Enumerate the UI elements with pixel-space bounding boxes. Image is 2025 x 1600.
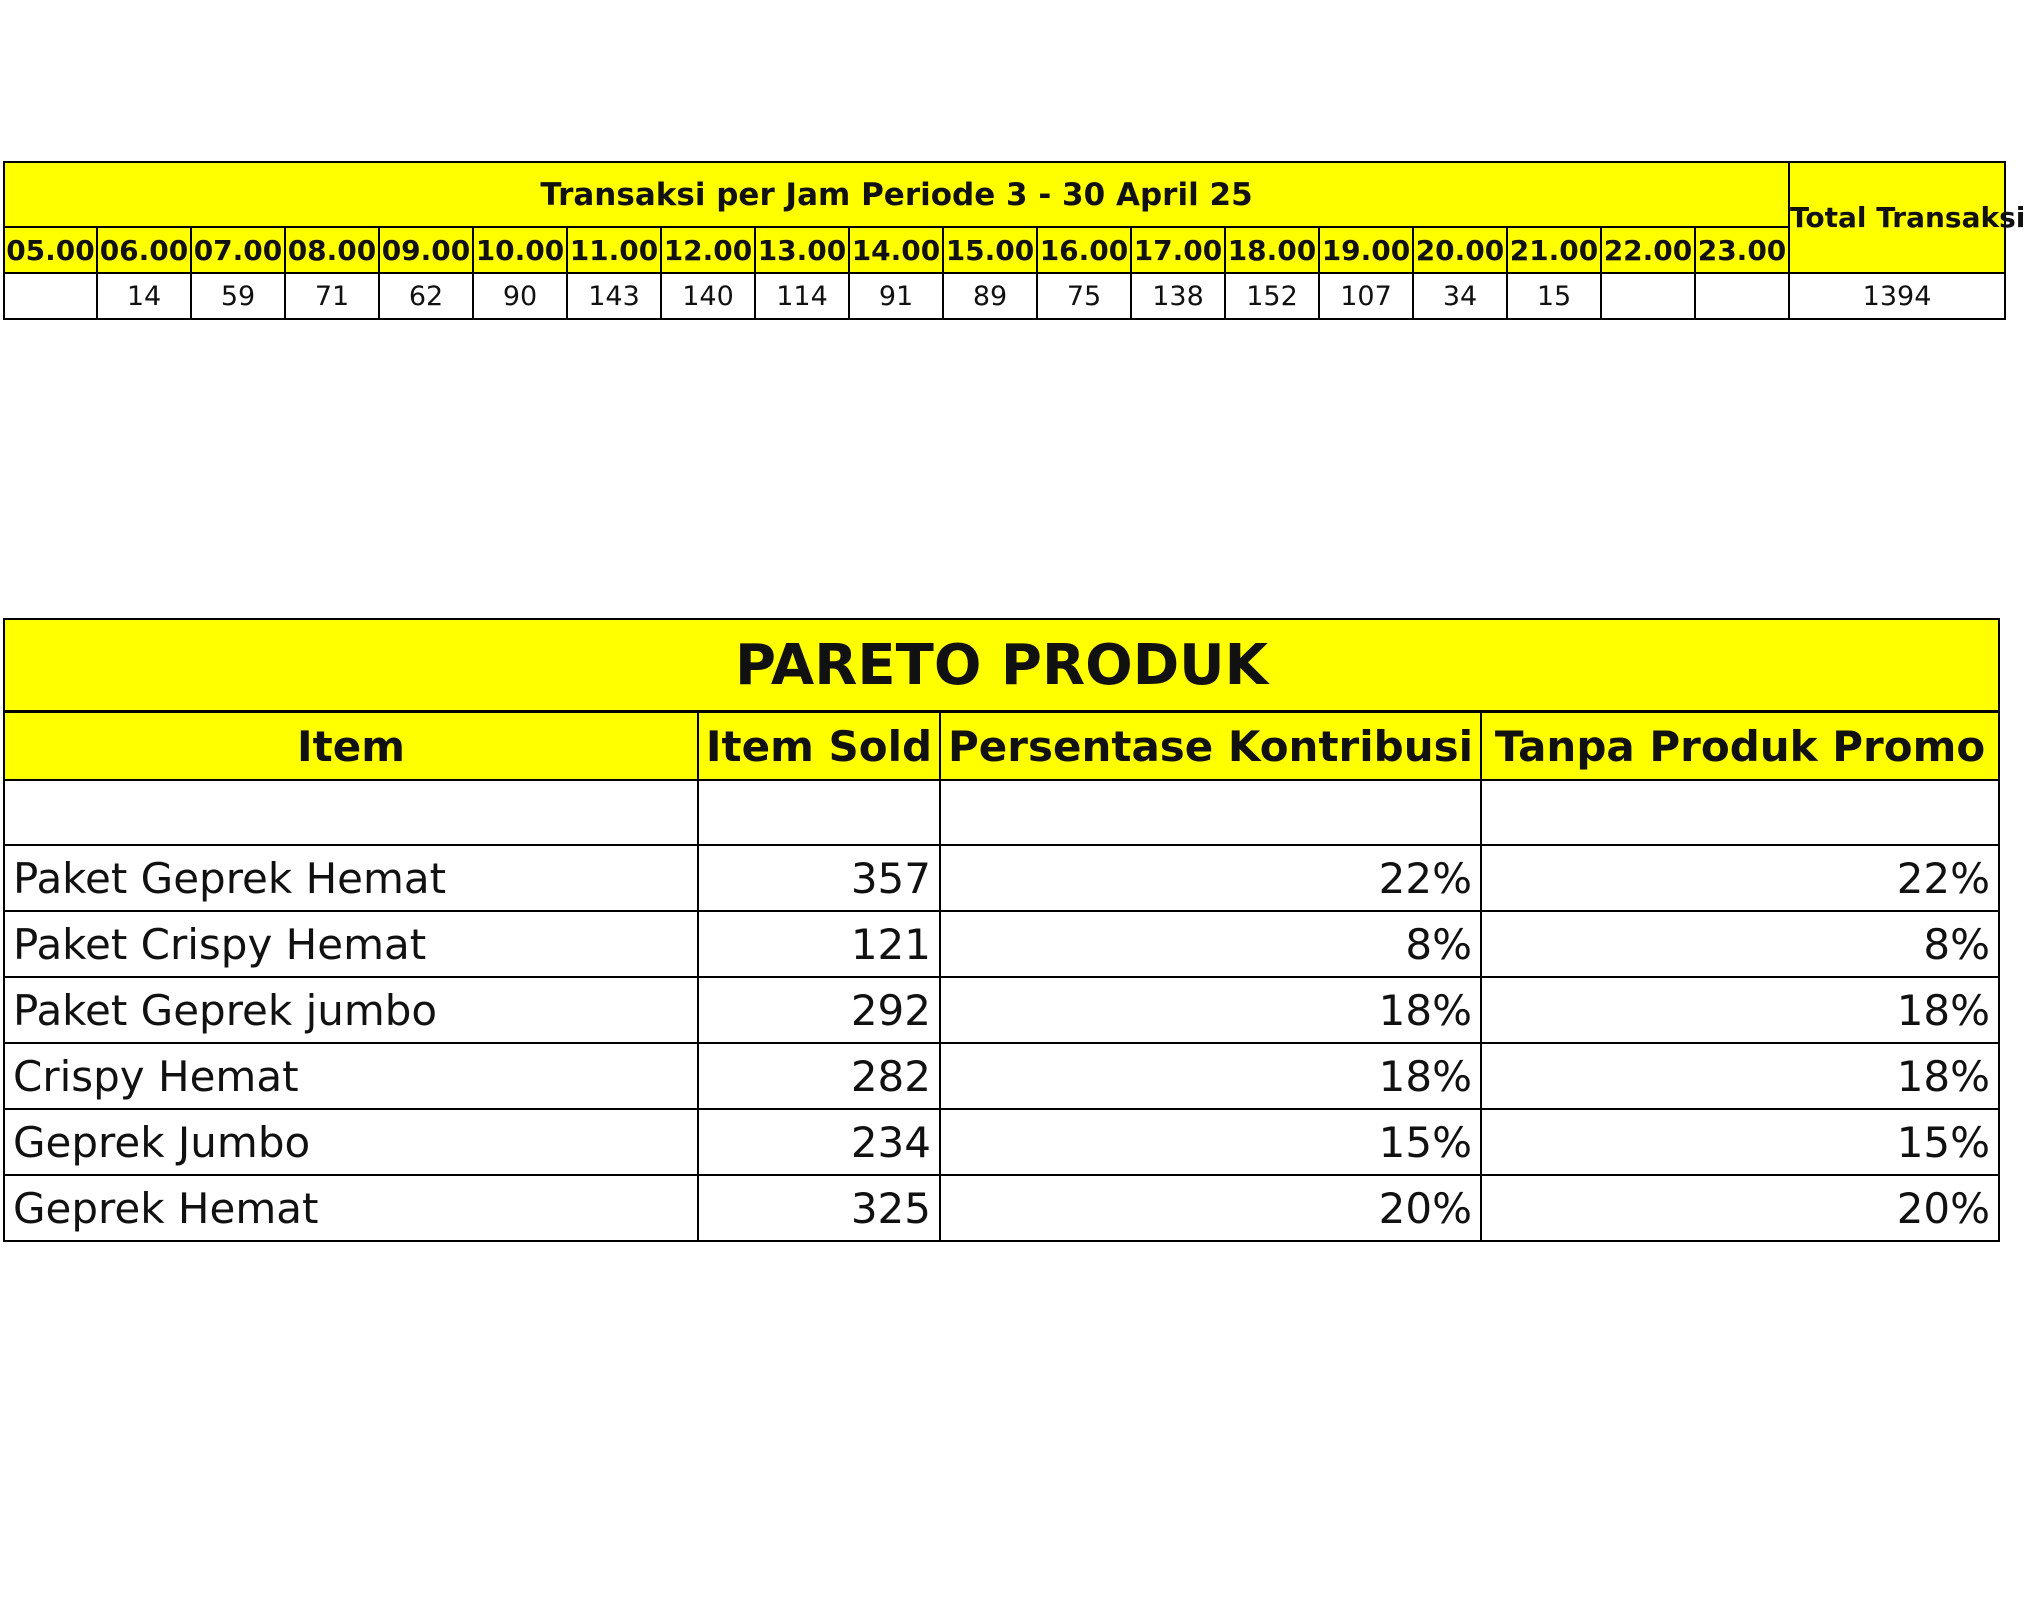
hour-header-0900: 09.00	[379, 227, 473, 273]
hour-header-2000: 20.00	[1413, 227, 1507, 273]
contribution-cell: 18%	[940, 977, 1481, 1043]
no-promo-cell: 20%	[1481, 1175, 1999, 1241]
pareto-title: PARETO PRODUK	[4, 619, 1999, 712]
contribution-cell: 8%	[940, 911, 1481, 977]
hour-header-1400: 14.00	[849, 227, 943, 273]
pareto-title-row	[4, 619, 1999, 712]
hour-value-0900: 62	[379, 273, 473, 319]
hourly-transactions-table	[3, 161, 2025, 320]
hour-value-1900: 107	[1319, 273, 1413, 319]
hour-value-row	[4, 273, 2005, 319]
contribution-cell: 15%	[940, 1109, 1481, 1175]
hour-value-1400: 91	[849, 273, 943, 319]
empty-cell	[698, 780, 940, 845]
table-row	[4, 1175, 1999, 1241]
table-row	[4, 911, 1999, 977]
empty-cell	[940, 780, 1481, 845]
contribution-cell: 18%	[940, 1043, 1481, 1109]
hour-value-2100: 15	[1507, 273, 1601, 319]
table-row	[4, 1043, 1999, 1109]
hour-value-1800: 152	[1225, 273, 1319, 319]
empty-cell	[1481, 780, 1999, 845]
no-promo-cell: 18%	[1481, 977, 1999, 1043]
item-name-cell: Paket Geprek Hemat	[4, 845, 698, 911]
hour-value-1500: 89	[943, 273, 1037, 319]
hour-value-1700: 138	[1131, 273, 1225, 319]
item-sold-cell: 282	[698, 1043, 940, 1109]
hourly-table-title: Transaksi per Jam Periode 3 - 30 April 25	[4, 162, 1789, 227]
hour-header-0700: 07.00	[191, 227, 285, 273]
hour-value-0600: 14	[97, 273, 191, 319]
hour-header-1500: 15.00	[943, 227, 1037, 273]
hour-value-0700: 59	[191, 273, 285, 319]
hour-value-1000: 90	[473, 273, 567, 319]
hour-value-2000: 34	[1413, 273, 1507, 319]
no-promo-cell: 8%	[1481, 911, 1999, 977]
hourly-title-row	[4, 162, 2005, 227]
hour-header-0800: 08.00	[285, 227, 379, 273]
item-name-cell: Geprek Hemat	[4, 1175, 698, 1241]
table-row	[4, 977, 1999, 1043]
item-sold-cell: 234	[698, 1109, 940, 1175]
hour-header-1000: 10.00	[473, 227, 567, 273]
hour-value-1600: 75	[1037, 273, 1131, 319]
hour-header-1100: 11.00	[567, 227, 661, 273]
hour-value-0800: 71	[285, 273, 379, 319]
hour-header-1900: 19.00	[1319, 227, 1413, 273]
header-item: Item	[4, 712, 698, 781]
pareto-header-row	[4, 712, 1999, 781]
hour-value-1100: 143	[567, 273, 661, 319]
item-name-cell: Paket Geprek jumbo	[4, 977, 698, 1043]
hour-value-0500	[4, 273, 97, 319]
empty-cell	[4, 780, 698, 845]
item-name-cell: Geprek Jumbo	[4, 1109, 698, 1175]
item-sold-cell: 325	[698, 1175, 940, 1241]
no-promo-cell: 18%	[1481, 1043, 1999, 1109]
contribution-cell: 20%	[940, 1175, 1481, 1241]
item-sold-cell: 357	[698, 845, 940, 911]
hour-header-1200: 12.00	[661, 227, 755, 273]
hour-header-2100: 21.00	[1507, 227, 1601, 273]
item-sold-cell: 292	[698, 977, 940, 1043]
no-promo-cell: 22%	[1481, 845, 1999, 911]
hour-header-1300: 13.00	[755, 227, 849, 273]
hour-header-1700: 17.00	[1131, 227, 1225, 273]
hour-value-1200: 140	[661, 273, 755, 319]
contribution-cell: 22%	[940, 845, 1481, 911]
hour-header-0500: 05.00	[4, 227, 97, 273]
table-row	[4, 845, 1999, 911]
hour-header-1600: 16.00	[1037, 227, 1131, 273]
total-transaksi-header: Total Transaksi	[1789, 162, 2005, 273]
header-persentase-kontribusi: Persentase Kontribusi	[940, 712, 1481, 781]
hour-header-2200: 22.00	[1601, 227, 1695, 273]
hour-value-2300	[1695, 273, 1789, 319]
item-name-cell: Paket Crispy Hemat	[4, 911, 698, 977]
hour-value-1300: 114	[755, 273, 849, 319]
header-tanpa-produk-promo: Tanpa Produk Promo	[1481, 712, 1999, 781]
pareto-produk-table	[3, 618, 2000, 1242]
no-promo-cell: 15%	[1481, 1109, 1999, 1175]
total-transaksi-value: 1394	[1789, 273, 2005, 319]
hour-value-2200	[1601, 273, 1695, 319]
table-row	[4, 1109, 1999, 1175]
item-sold-cell: 121	[698, 911, 940, 977]
hour-header-1800: 18.00	[1225, 227, 1319, 273]
hour-header-0600: 06.00	[97, 227, 191, 273]
item-name-cell: Crispy Hemat	[4, 1043, 698, 1109]
header-item-sold: Item Sold	[698, 712, 940, 781]
hour-header-2300: 23.00	[1695, 227, 1789, 273]
pareto-empty-row	[4, 780, 1999, 845]
hour-header-row	[4, 227, 2005, 273]
